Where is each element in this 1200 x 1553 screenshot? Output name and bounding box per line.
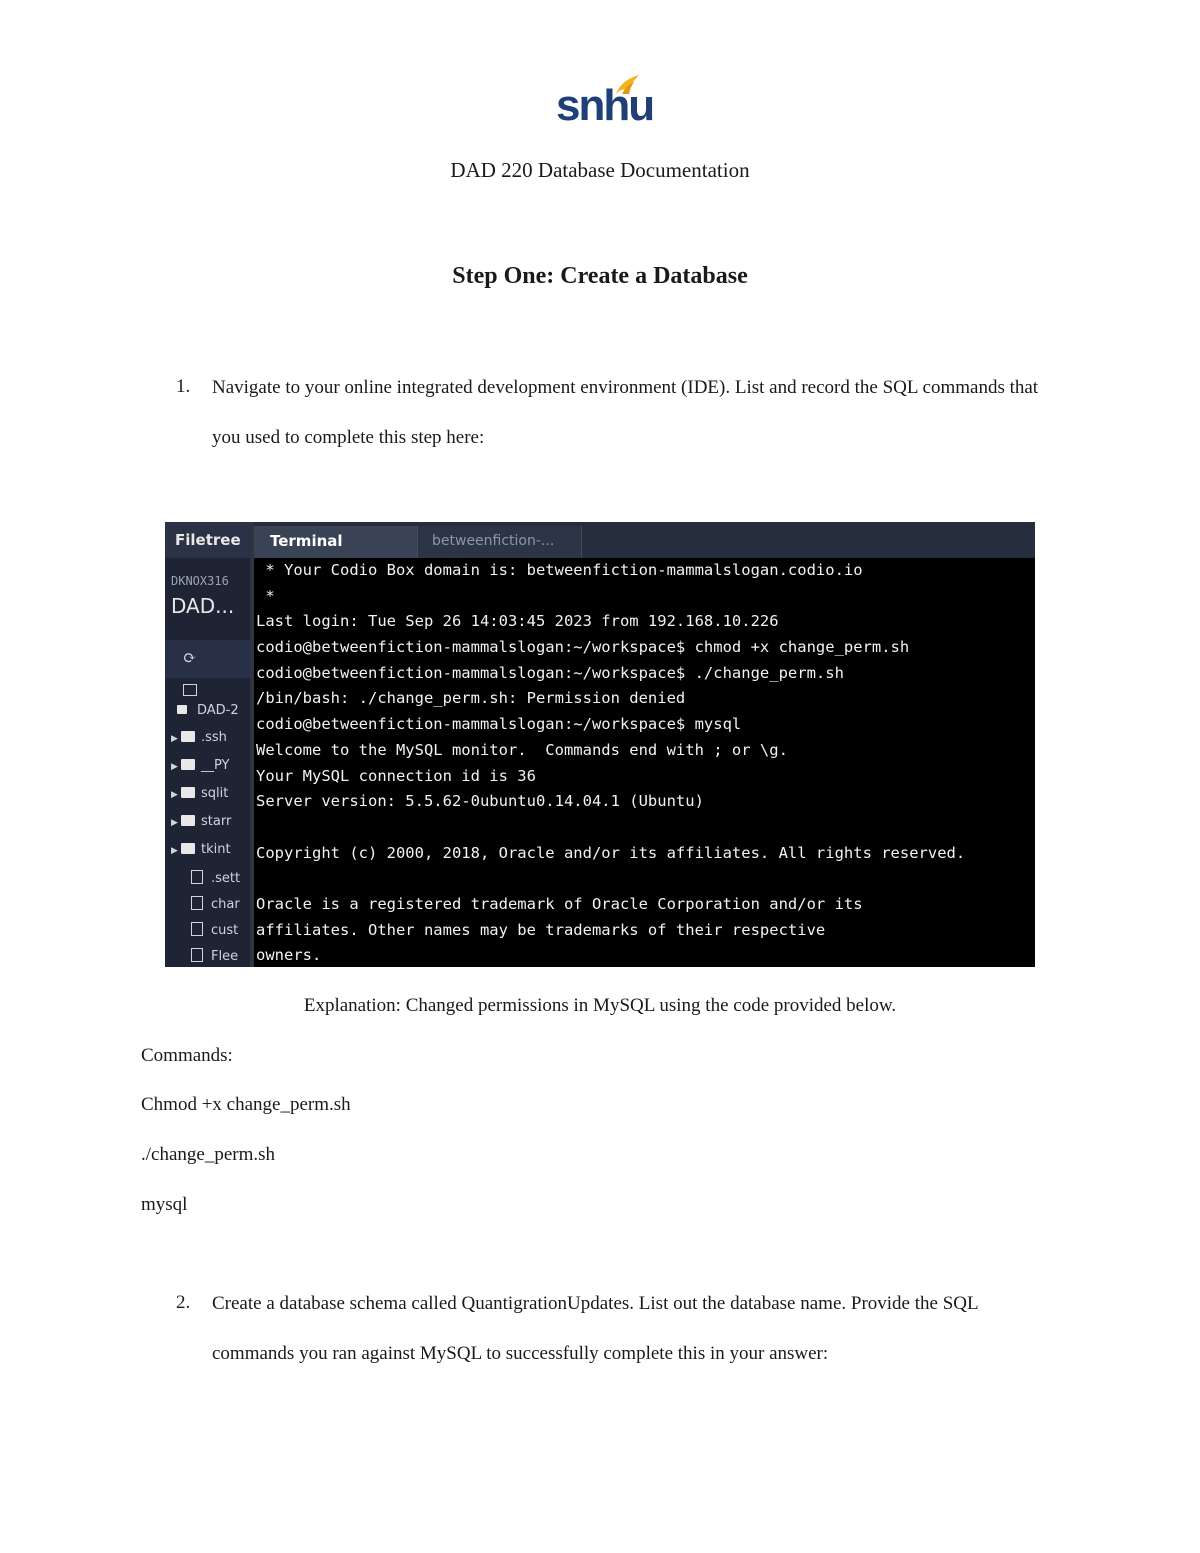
terminal-line: affiliates. Other names may be trademarks of their respective bbox=[256, 920, 826, 939]
item-2-number: 2. bbox=[176, 1292, 191, 1313]
file-icon bbox=[191, 948, 203, 962]
folder-icon bbox=[181, 815, 195, 826]
box-id: DKNOX316 bbox=[171, 574, 229, 588]
terminal-line: codio@betweenfiction-mammalslogan:~/workspace$ chmod +x change_perm.sh bbox=[256, 638, 910, 657]
tab-preview[interactable]: betweenfiction-... bbox=[417, 526, 582, 558]
panel-divider[interactable] bbox=[250, 522, 254, 967]
terminal-line: codio@betweenfiction-mammalslogan:~/workspace$ ./change_perm.sh bbox=[256, 663, 844, 682]
tab-bar bbox=[254, 522, 1035, 558]
filetree-header[interactable]: Filetree bbox=[165, 522, 250, 558]
filetree-item[interactable]: Flee bbox=[171, 948, 251, 967]
filetree-item[interactable]: ▶ .ssh bbox=[171, 730, 227, 745]
terminal-line: Copyright (c) 2000, 2018, Oracle and/or its affiliates. All rights reserved. bbox=[256, 843, 966, 862]
folder-icon bbox=[181, 731, 195, 742]
terminal-output[interactable] bbox=[256, 558, 1035, 967]
command-line: mysql bbox=[141, 1194, 188, 1215]
terminal-line: Last login: Tue Sep 26 14:03:45 2023 from 192.168.10.226 bbox=[256, 612, 779, 631]
command-line: ./change_perm.sh bbox=[141, 1144, 276, 1165]
filetree-item[interactable]: char bbox=[171, 896, 251, 918]
filetree-item[interactable]: DAD-2 bbox=[171, 703, 251, 725]
filetree-item[interactable]: .sett bbox=[171, 870, 251, 892]
filetree-item[interactable]: ▶ tkint bbox=[171, 842, 231, 857]
terminal-line: Oracle is a registered trademark of Oracle Corporation and/or its bbox=[256, 894, 863, 913]
file-icon bbox=[191, 896, 203, 910]
terminal-line: * bbox=[256, 586, 275, 605]
terminal-icon[interactable] bbox=[183, 684, 197, 696]
commands-label: Commands: bbox=[141, 1045, 233, 1066]
terminal-line bbox=[256, 815, 965, 841]
terminal-line: Your MySQL connection id is 36 bbox=[256, 766, 536, 785]
explanation-text: Explanation: Changed permissions in MySQL using the code provided below. bbox=[303, 995, 897, 1016]
folder-icon bbox=[181, 843, 195, 854]
terminal-line: Server version: 5.5.62-0ubuntu0.14.04.1 (Ubuntu) bbox=[256, 792, 704, 811]
lock-icon bbox=[177, 705, 187, 714]
tab-terminal[interactable]: Terminal bbox=[254, 526, 417, 558]
filetree-item[interactable]: cust bbox=[171, 922, 251, 944]
item-2-text: Create a database schema called QuantigrationUpdates. List out the database name. Provide the SQL commands you ran against MySQL to successfully complete this in your answer: bbox=[212, 1293, 978, 1364]
item-1-text: Navigate to your online integrated development environment (IDE). List and record the SQL commands that you used to complete this step here: bbox=[212, 377, 1039, 448]
caret-right-icon: ▶ bbox=[171, 818, 178, 828]
section-title: Step One: Create a Database bbox=[452, 263, 748, 289]
terminal-line: * Your Codio Box domain is: betweenfiction-mammalslogan.codio.io bbox=[256, 561, 863, 579]
terminal-screenshot bbox=[165, 522, 1035, 967]
caret-right-icon: ▶ bbox=[171, 846, 178, 856]
filetree-item[interactable]: ▶ __PY bbox=[171, 758, 230, 773]
filetree-panel bbox=[165, 522, 250, 967]
file-icon bbox=[191, 870, 203, 884]
terminal-line: codio@betweenfiction-mammalslogan:~/workspace$ mysql bbox=[256, 715, 742, 734]
document-title: DAD 220 Database Documentation bbox=[450, 158, 750, 182]
terminal-line: /bin/bash: ./change_perm.sh: Permission denied bbox=[256, 689, 686, 708]
filetree-toolbar bbox=[165, 640, 250, 678]
caret-right-icon: ▶ bbox=[171, 734, 178, 744]
refresh-icon[interactable]: ⟳ bbox=[183, 650, 197, 667]
terminal-line: owners. bbox=[256, 946, 322, 965]
filetree-item[interactable]: ▶ starr bbox=[171, 814, 232, 829]
command-line: Chmod +x change_perm.sh bbox=[141, 1094, 351, 1115]
folder-icon bbox=[181, 787, 195, 798]
folder-icon bbox=[181, 759, 195, 770]
snhu-logo bbox=[556, 74, 654, 134]
file-icon bbox=[191, 922, 203, 936]
terminal-line bbox=[256, 866, 965, 892]
terminal-line: Welcome to the MySQL monitor. Commands end with ; or \g. bbox=[256, 740, 788, 759]
project-name: DAD... bbox=[171, 594, 235, 618]
item-1-number: 1. bbox=[176, 376, 191, 397]
caret-right-icon: ▶ bbox=[171, 790, 178, 800]
logo-wordmark: snhu bbox=[556, 81, 654, 130]
caret-right-icon: ▶ bbox=[171, 762, 178, 772]
filetree-item[interactable]: ▶ sqlit bbox=[171, 786, 229, 801]
